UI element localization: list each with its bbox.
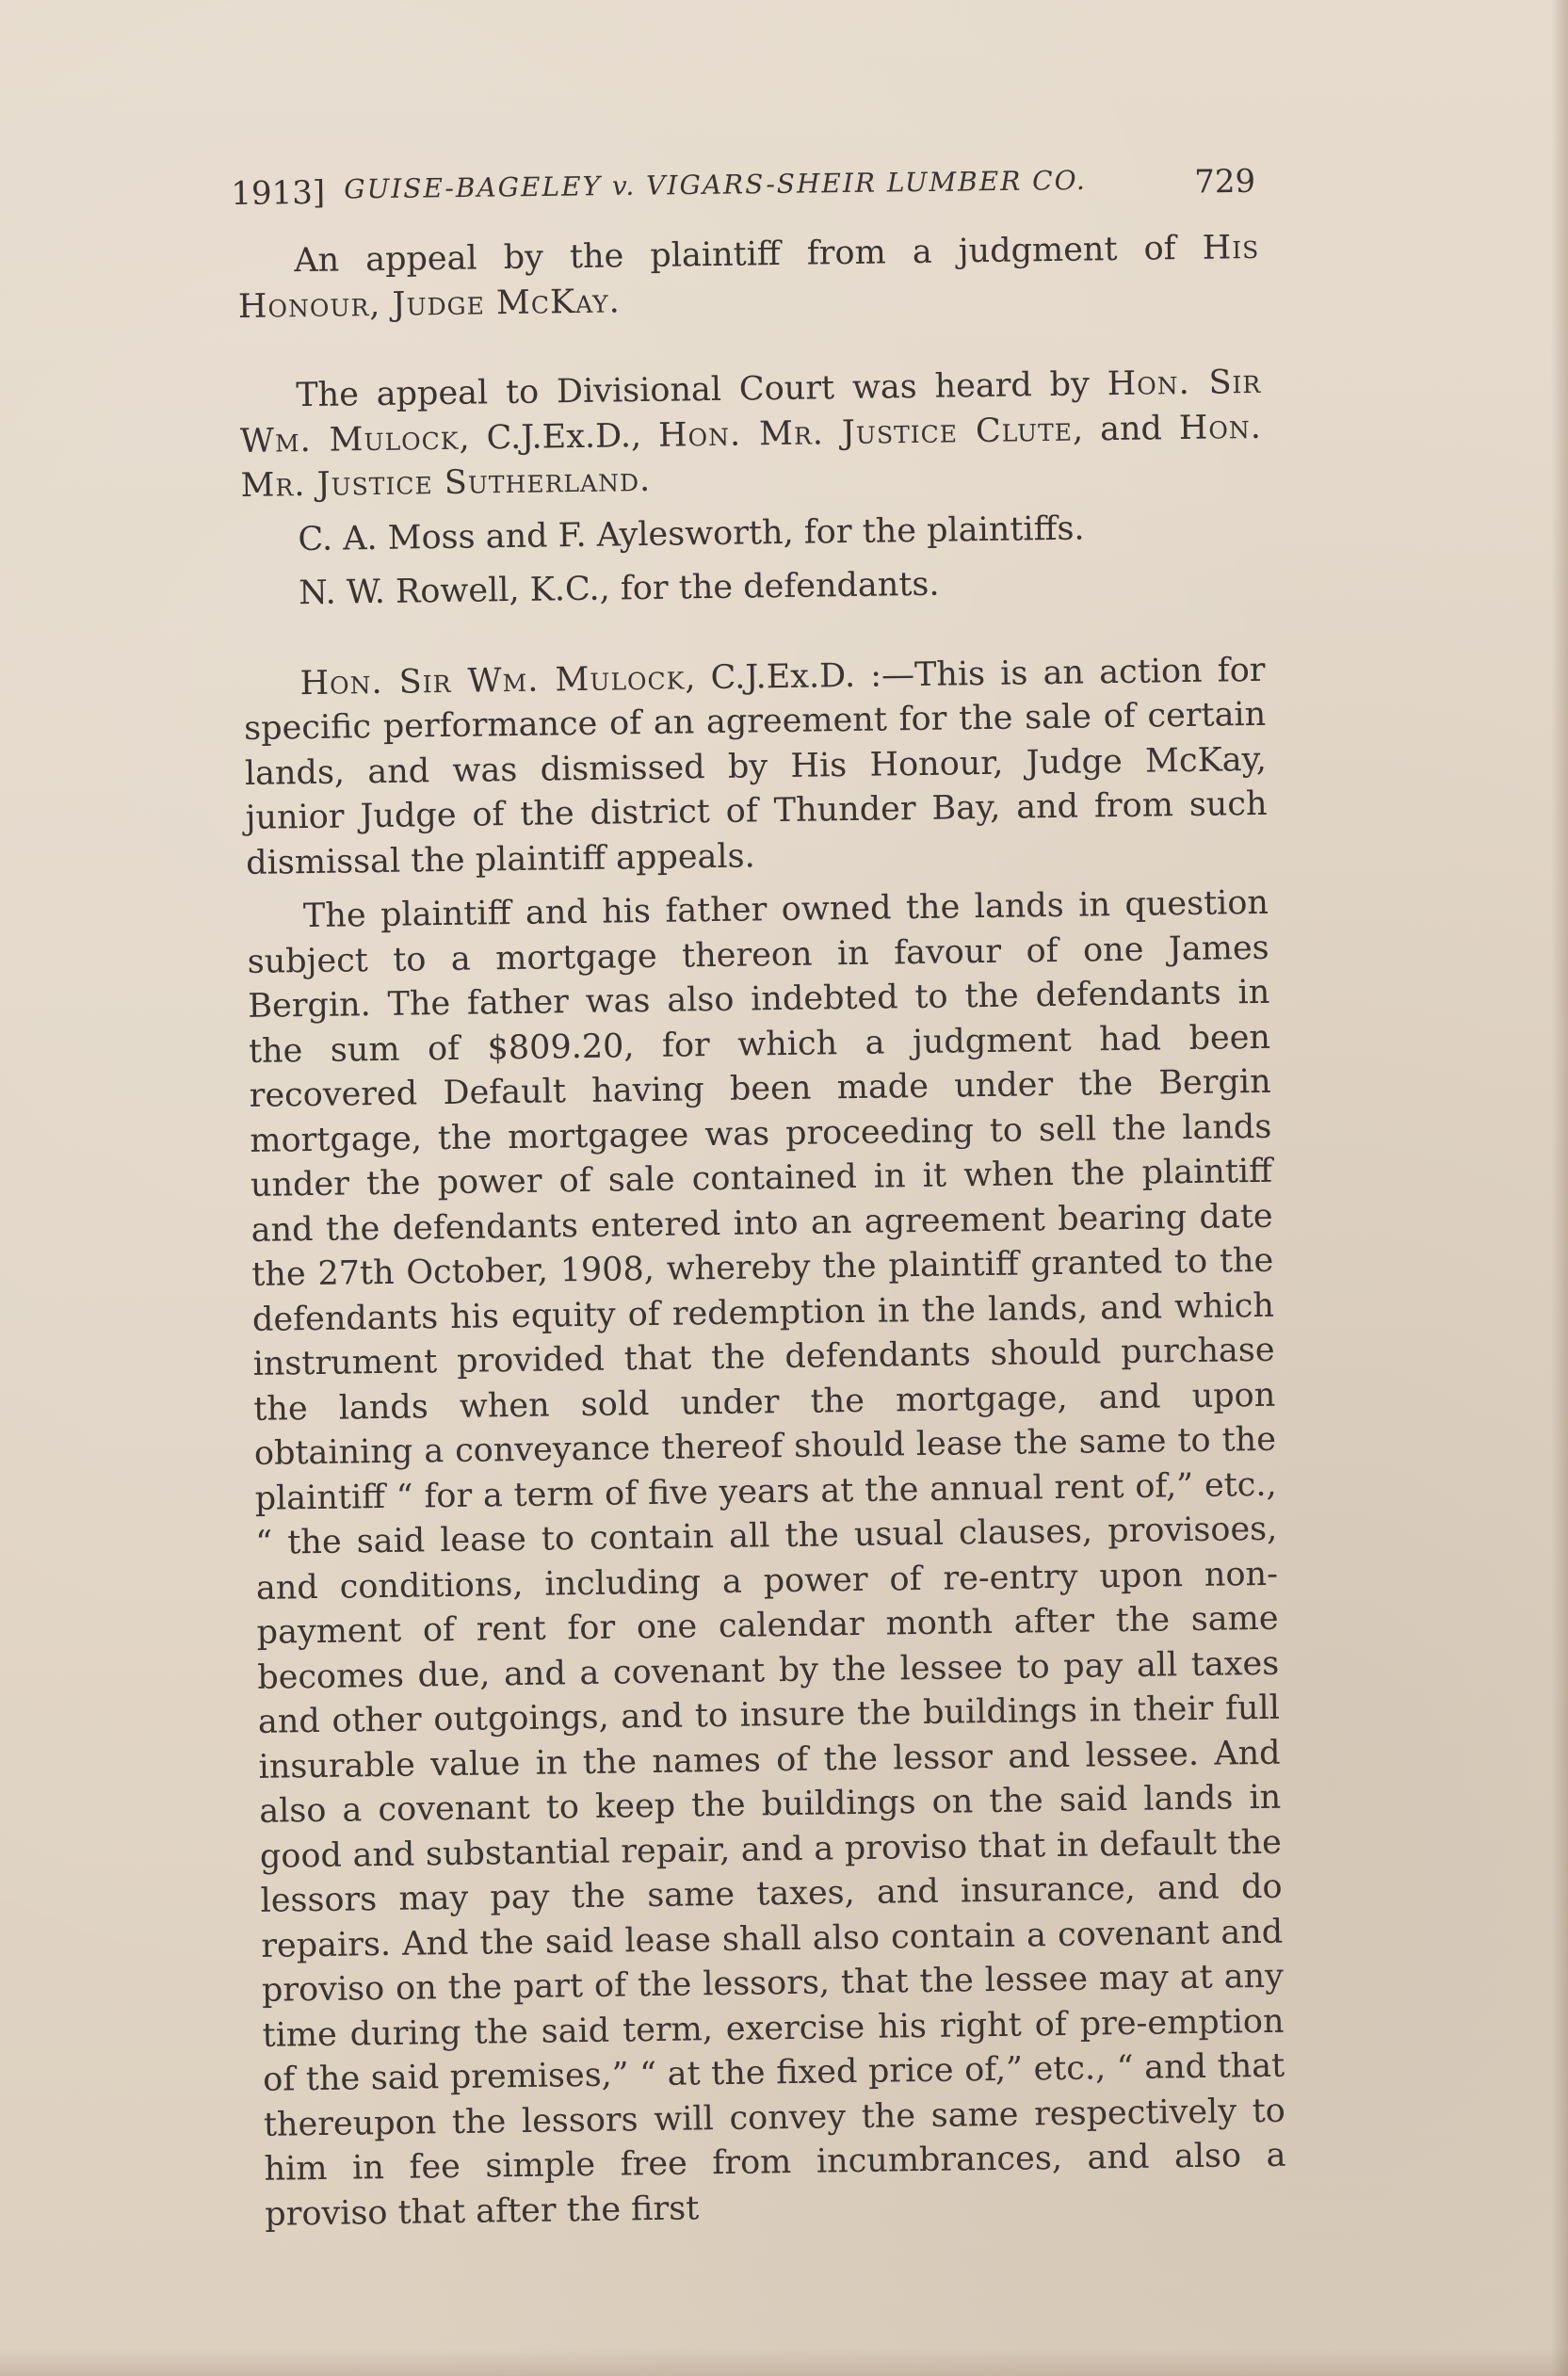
- appeal-intro-end: .: [608, 282, 621, 320]
- counsel-defendants: N. W. Rowell, K.C., for the defendants.: [298, 565, 940, 613]
- judgment-paragraph-2: The plaintiff and his father owned the lands in question subject to a mortgage thereon in favour of one James Bergin. The father was also indebted to the defendants in the sum of $809.20, for which a judgment had been recovered Default having been made under the Bergin mortgage, the mortgagee was proceeding to sell the lands under the power of sale contained in it when the plaintiff and the defendants entered into an agreement bearing date the 27th October, 1908, whereby the plaintiff granted to the defendants his equity of redemption in the lands, and which instrument provided that the defendants should purchase the lands when sold under the mortgage, and upon obtaining a conveyance thereof should lease the same to the plaintiff “ for a term of five years at the annual rent of,” etc., “ the said lease to contain all the usual clauses, provisoes, and conditions, including a power of re-entry upon non-payment of rent for one calendar month after the same becomes due, and a covenant by the lessee to pay all taxes and other outgoings, and to insure the buildings in their full insurable value in the names of the lessor and lessee. And also a covenant to keep the buildings on the said lands in good and substantial repair, and a proviso that in default the lessors may pay the same taxes, and insurance, and do repairs. And the said lease shall also contain a covenant and proviso on the part of the lessors, that the lessee may at any time during the said term, exercise his right of pre-emption of the said premises,” “ at the fixed price of,” etc., “ and that thereupon the lessors will convey the same respectively to him in fee simple free from incumbrances, and also a proviso that after the first: [247, 883, 1286, 2234]
- page-number: 729: [1193, 162, 1256, 202]
- bench-text-2: , C.J.Ex.D.,: [459, 416, 659, 458]
- appeal-intro-judge: His Honour, Judge McKay: [237, 228, 1260, 326]
- running-head-title: GUISE-BAGELEY v. VIGARS-SHEIR LUMBER CO.: [344, 164, 1088, 205]
- bench-judge-3: Hon. Mr. Justice Sutherland: [240, 408, 1263, 505]
- page-body: [237, 226, 1287, 2238]
- bench-judge-1: Hon. Sir Wm. Mulock: [239, 363, 1262, 461]
- judgment-speaker-suffix: , C.J.Ex.D. :—: [685, 655, 915, 697]
- judgment-speaker: Hon. Sir Wm. Mulock: [299, 658, 686, 703]
- running-head: [231, 157, 1268, 217]
- bench-paragraph: [239, 361, 1263, 509]
- page-edge-shadow: [1551, 0, 1568, 2376]
- counsel-plaintiffs: C. A. Moss and F. Aylesworth, for the plaintiffs.: [298, 509, 1085, 558]
- appeal-intro-text: An appeal by the plaintiff from a judgment of: [294, 229, 1203, 281]
- bench-judge-2: Hon. Mr. Justice Clute: [657, 411, 1074, 455]
- page-bottom-shadow: [0, 2348, 1568, 2376]
- bench-text-3: , and: [1072, 409, 1180, 449]
- judgment-paragraph-1: [243, 648, 1268, 886]
- running-head-year: 1913]: [231, 173, 326, 213]
- judgment-text-1: This is an action for specific performance of an agreement for the sale of certain lands, and was dismissed by His Honour, Judge McKay, junior Judge of the district of Thunder Bay, and from such dismissal the plaintiff appeals.: [243, 651, 1268, 882]
- bench-text-1: The appeal to Divisional Court was heard by: [296, 365, 1107, 415]
- appeal-intro: [237, 226, 1260, 330]
- bench-end: .: [639, 461, 651, 500]
